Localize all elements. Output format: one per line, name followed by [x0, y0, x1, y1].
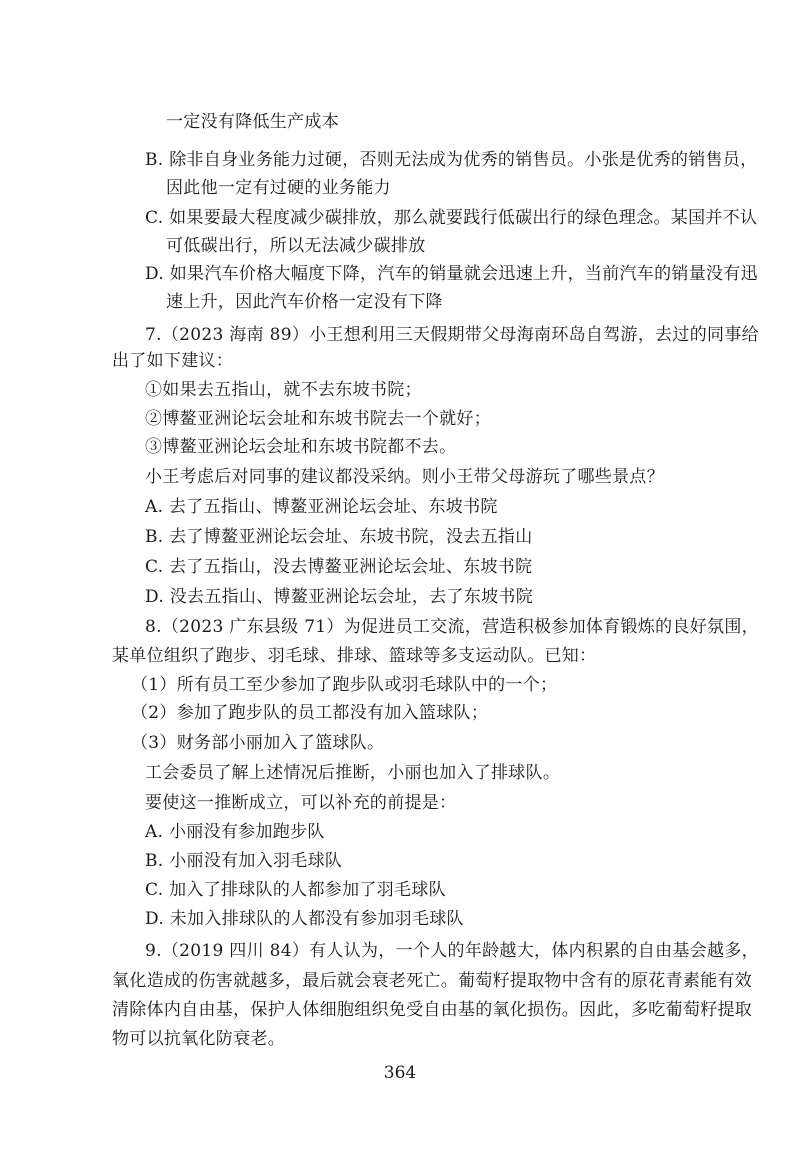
q7-stem-line-1: 7.（2023 海南 89）小王想利用三天假期带父母海南环岛自驾游，去过的同事给 — [145, 325, 759, 345]
page-number: 364 — [383, 1063, 417, 1083]
q8-condition-2: （2）参加了跑步队的员工都没有加入篮球队； — [131, 703, 489, 723]
q8-option-b: B. 小丽没有加入羽毛球队 — [145, 851, 343, 871]
prev-option-b-line-1: B. 除非自身业务能力过硬，否则无法成为优秀的销售员。小张是优秀的销售员， — [145, 150, 758, 170]
q7-suggestion-1: ①如果去五指山，就不去东坡书院； — [145, 380, 422, 400]
q9-stem-line-3: 清除体内自由基，保护人体细胞组织免受自由基的氧化损伤。因此，多吃葡萄籽提取 — [112, 1000, 753, 1020]
prev-option-a-continuation: 一定没有降低生产成本 — [166, 112, 339, 132]
q9-stem-line-1: 9.（2019 四川 84）有人认为，一个人的年龄越大，体内积累的自由基会越多， — [145, 941, 759, 961]
q8-option-d: D. 未加入排球队的人都没有参加羽毛球队 — [145, 909, 464, 929]
q7-stem-line-2: 出了如下建议： — [112, 351, 234, 371]
q8-stem-line-2: 某单位组织了跑步、羽毛球、排球、篮球等多支运动队。已知： — [112, 646, 597, 666]
prev-option-d-line-1: D. 如果汽车价格大幅度下降，汽车的销量就会迅速上升，当前汽车的销量没有迅 — [145, 264, 758, 284]
prev-option-d-line-2: 速上升，因此汽车价格一定没有下降 — [166, 292, 443, 312]
q7-option-a: A. 去了五指山、博鳌亚洲论坛会址、东坡书院 — [145, 497, 498, 517]
q7-suggestion-2: ②博鳌亚洲论坛会址和东坡书院去一个就好； — [145, 409, 491, 429]
q8-condition-1: （1）所有员工至少参加了跑步队或羽毛球队中的一个； — [131, 675, 558, 695]
q8-option-c: C. 加入了排球队的人都参加了羽毛球队 — [145, 880, 446, 900]
q9-stem-line-2: 氧化造成的伤害就越多，最后就会衰老死亡。葡萄籽提取物中含有的原花青素能有效 — [112, 971, 753, 991]
q7-option-c: C. 去了五指山，没去博鳌亚洲论坛会址、东坡书院 — [145, 557, 533, 577]
q7-question: 小王考虑后对同事的建议都没采纳。则小王带父母游玩了哪些景点？ — [145, 467, 664, 487]
q8-stem-line-1: 8.（2023 广东县级 71）为促进员工交流，营造积极参加体育锻炼的良好氛围， — [145, 617, 759, 637]
q7-option-d: D. 没去五指山、博鳌亚洲论坛会址，去了东坡书院 — [145, 587, 534, 607]
prev-option-b-line-2: 因此他一定有过硬的业务能力 — [166, 178, 391, 198]
q7-option-b: B. 去了博鳌亚洲论坛会址、东坡书院，没去五指山 — [145, 527, 533, 547]
q8-question: 要使这一推断成立，可以补充的前提是： — [145, 793, 457, 813]
q7-suggestion-3: ③博鳌亚洲论坛会址和东坡书院都不去。 — [145, 437, 457, 457]
q8-inference: 工会委员了解上述情况后推断，小丽也加入了排球队。 — [145, 763, 561, 783]
prev-option-c-line-1: C. 如果要最大程度减少碳排放，那么就要践行低碳出行的绿色理念。某国并不认 — [145, 208, 758, 228]
prev-option-c-line-2: 可低碳出行，所以无法减少碳排放 — [166, 236, 426, 256]
q8-option-a: A. 小丽没有参加跑步队 — [145, 822, 325, 842]
q8-condition-3: （3）财务部小丽加入了篮球队。 — [131, 733, 385, 753]
q9-stem-line-4: 物可以抗氧化防衰老。 — [112, 1029, 285, 1049]
